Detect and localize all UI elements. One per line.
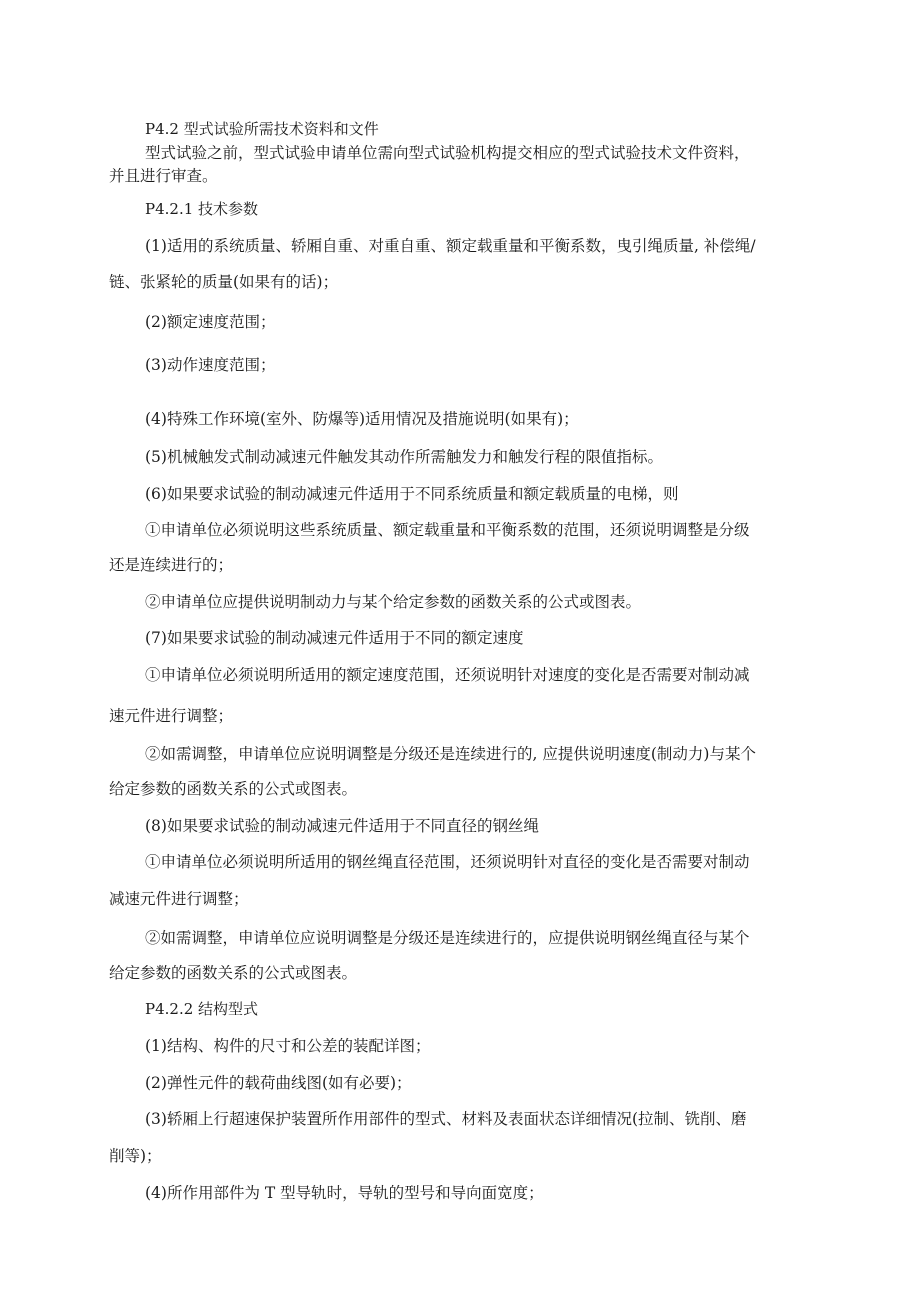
tech-item-1-line-2: 链、张紧轮的质量(如果有的话)； bbox=[109, 273, 339, 291]
tech-item-1-line-1: (1)适用的系统质量、轿厢自重、对重自重、额定载重量和平衡系数，曳引绳质量, 补偿绳/ bbox=[145, 237, 756, 255]
tech-item-8-sub-2-line-1: ②如需调整，申请单位应说明调整是分级还是连续进行的，应提供说明钢丝绳直径与某个 bbox=[145, 929, 750, 947]
tech-item-4: (4)特殊工作环境(室外、防爆等)适用情况及措施说明(如果有)； bbox=[145, 410, 579, 428]
tech-item-8-sub-2-line-2: 给定参数的函数关系的公式或图表。 bbox=[109, 964, 358, 982]
structure-item-3-line-1: (3)轿厢上行超速保护装置所作用部件的型式、材料及表面状态详细情况(拉制、铣削、磨 bbox=[145, 1110, 747, 1128]
tech-item-7-sub-2-line-1: ②如需调整，申请单位应说明调整是分级还是连续进行的, 应提供说明速度(制动力)与某个 bbox=[145, 745, 756, 763]
tech-item-7-sub-1-line-2: 速元件进行调整； bbox=[109, 707, 234, 725]
tech-item-7-sub-1-line-1: ①申请单位必须说明所适用的额定速度范围，还须说明针对速度的变化是否需要对制动减 bbox=[145, 666, 750, 684]
tech-params-heading: P4.2.1 技术参数 bbox=[145, 200, 259, 218]
structure-item-3-line-2: 削等)； bbox=[109, 1147, 162, 1165]
tech-item-8-sub-1-line-2: 减速元件进行调整； bbox=[109, 890, 249, 908]
tech-item-6-sub-1-line-2: 还是连续进行的； bbox=[109, 556, 234, 574]
tech-item-8-sub-1-line-1: ①申请单位必须说明所适用的钢丝绳直径范围，还须说明针对直径的变化是否需要对制动 bbox=[145, 853, 750, 871]
intro-line-2: 并且进行审查。 bbox=[109, 167, 218, 185]
structure-item-4: (4)所作用部件为 T 型导轨时，导轨的型号和导向面宽度； bbox=[145, 1184, 544, 1202]
intro-line-1: 型式试验之前，型式试验申请单位需向型式试验机构提交相应的型式试验技术文件资料， bbox=[145, 144, 750, 162]
tech-item-6: (6)如果要求试验的制动减速元件适用于不同系统质量和额定载质量的电梯，则 bbox=[145, 485, 679, 503]
tech-item-3: (3)动作速度范围； bbox=[145, 356, 276, 374]
tech-item-7: (7)如果要求试验的制动减速元件适用于不同的额定速度 bbox=[145, 629, 524, 647]
tech-item-7-sub-2-line-2: 给定参数的函数关系的公式或图表。 bbox=[109, 780, 358, 798]
structure-item-2: (2)弹性元件的载荷曲线图(如有必要)； bbox=[145, 1074, 412, 1092]
tech-item-8: (8)如果要求试验的制动减速元件适用于不同直径的钢丝绳 bbox=[145, 817, 539, 835]
tech-item-6-sub-1-line-1: ①申请单位必须说明这些系统质量、额定载重量和平衡系数的范围，还须说明调整是分级 bbox=[145, 521, 750, 539]
tech-item-5: (5)机械触发式制动减速元件触发其动作所需触发力和触发行程的限值指标。 bbox=[145, 448, 663, 466]
structure-item-1: (1)结构、构件的尺寸和公差的装配详图； bbox=[145, 1037, 431, 1055]
tech-item-6-sub-2: ②申请单位应提供说明制动力与某个给定参数的函数关系的公式或图表。 bbox=[145, 593, 642, 611]
tech-item-2: (2)额定速度范围； bbox=[145, 313, 276, 331]
structure-heading: P4.2.2 结构型式 bbox=[145, 1000, 259, 1018]
section-heading: P4.2 型式试验所需技术资料和文件 bbox=[145, 120, 379, 138]
